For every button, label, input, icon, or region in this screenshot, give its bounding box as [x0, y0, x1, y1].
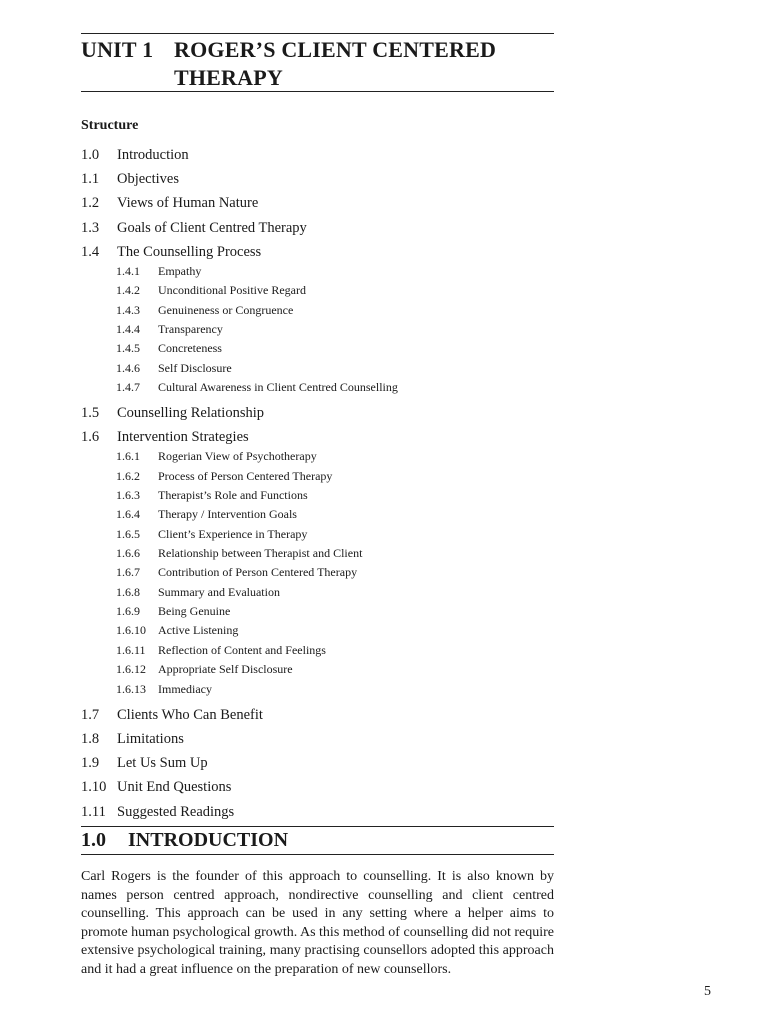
toc-number: 1.6.6 — [116, 546, 140, 561]
toc-label: Active Listening — [158, 623, 239, 638]
toc-label: Goals of Client Centred Therapy — [117, 219, 307, 236]
toc-label: Immediacy — [158, 681, 212, 696]
title-bottom-rule — [81, 91, 554, 92]
title-top-rule — [81, 33, 554, 34]
toc-label: Therapy / Intervention Goals — [158, 507, 297, 522]
toc-label: Cultural Awareness in Client Centred Counselling — [158, 379, 398, 394]
toc-label: Limitations — [117, 730, 184, 747]
toc-number: 1.6.7 — [116, 565, 140, 580]
toc-number: 1.6.10 — [116, 623, 146, 638]
page-number: 5 — [704, 984, 711, 999]
toc-number: 1.10 — [81, 779, 107, 796]
toc-label: Views of Human Nature — [117, 195, 259, 212]
toc-label: Summary and Evaluation — [158, 584, 280, 599]
toc-number: 1.6 — [81, 429, 100, 446]
toc-label: Reflection of Content and Feelings — [158, 642, 326, 657]
toc-number: 1.4.2 — [116, 283, 140, 298]
toc-label: Transparency — [158, 321, 223, 336]
toc-number: 1.4.6 — [116, 360, 140, 375]
toc-label: Clients Who Can Benefit — [117, 706, 263, 723]
toc-number: 1.6.1 — [116, 449, 140, 464]
section-top-rule — [81, 826, 554, 827]
structure-heading: Structure — [81, 118, 139, 133]
section-heading — [81, 829, 289, 852]
toc-number: 1.4.3 — [116, 302, 140, 317]
toc-label: Relationship between Therapist and Client — [158, 546, 363, 561]
toc-number: 1.0 — [81, 147, 100, 163]
toc-label: Appropriate Self Disclosure — [158, 662, 293, 677]
toc-number: 1.6.13 — [116, 681, 146, 696]
toc-label: Client’s Experience in Therapy — [158, 526, 308, 541]
toc-label: Concreteness — [158, 341, 222, 356]
toc-label: Objectives — [117, 171, 180, 188]
toc-number: 1.2 — [81, 195, 100, 212]
toc-number: 1.11 — [81, 803, 106, 820]
section-number: 1.0 — [81, 829, 106, 851]
toc-label: Being Genuine — [158, 604, 231, 619]
toc-number: 1.6.2 — [116, 468, 140, 483]
toc-number: 1.6.4 — [116, 507, 140, 522]
toc-number: 1.3 — [81, 219, 100, 236]
toc-number: 1.8 — [81, 730, 100, 747]
toc-number: 1.1 — [81, 171, 100, 188]
toc-number: 1.6.11 — [116, 642, 146, 657]
section-title: INTRODUCTION — [128, 829, 289, 851]
toc-label: Unit End Questions — [117, 779, 232, 796]
toc-label: Contribution of Person Centered Therapy — [158, 565, 358, 580]
toc-label: Counselling Relationship — [117, 405, 265, 422]
toc-number: 1.4.7 — [116, 379, 140, 394]
toc-label: Process of Person Centered Therapy — [158, 468, 333, 483]
section-bottom-rule — [81, 854, 554, 855]
toc-label: The Counselling Process — [117, 243, 262, 260]
intro-paragraph: Carl Rogers is the founder of this approach to counselling. It is also known by names person centred approach, nondirective counselling and client centred counselling. This approach can be used in any setting where a helper aims to promote human psychological growth. As this method of counselling did not require extensive psychological training, many practising counsellors adopted this approach and it had a great influence on the preparation of new counsellors. — [81, 869, 554, 977]
toc-number: 1.4 — [81, 243, 100, 260]
toc-number: 1.9 — [81, 755, 100, 772]
toc-label: Introduction — [117, 147, 189, 163]
toc-label: Rogerian View of Psychotherapy — [158, 449, 317, 464]
unit-title-line-2: THERAPY — [174, 65, 283, 90]
toc-label: Intervention Strategies — [117, 429, 249, 446]
toc-number: 1.6.3 — [116, 488, 140, 502]
toc-label: Therapist’s Role and Functions — [158, 488, 308, 502]
toc-label: Empathy — [158, 263, 202, 278]
unit-number: UNIT 1 — [81, 37, 154, 62]
toc-label: Let Us Sum Up — [117, 755, 208, 772]
toc-number: 1.4.5 — [116, 341, 140, 356]
toc-number: 1.6.12 — [116, 662, 146, 677]
unit-title-line-1: ROGER’S CLIENT CENTERED — [174, 37, 497, 62]
toc-number: 1.6.5 — [116, 526, 140, 541]
toc-label: Self Disclosure — [158, 360, 232, 375]
toc-label: Suggested Readings — [117, 803, 235, 820]
toc-number: 1.4.1 — [116, 263, 140, 278]
toc-number: 1.6.9 — [116, 604, 140, 619]
toc-number: 1.4.4 — [116, 321, 140, 336]
toc-number: 1.6.8 — [116, 584, 140, 599]
toc-label: Genuineness or Congruence — [158, 302, 294, 317]
toc-number: 1.7 — [81, 706, 100, 723]
toc-label: Unconditional Positive Regard — [158, 283, 306, 298]
toc-number: 1.5 — [81, 405, 100, 422]
